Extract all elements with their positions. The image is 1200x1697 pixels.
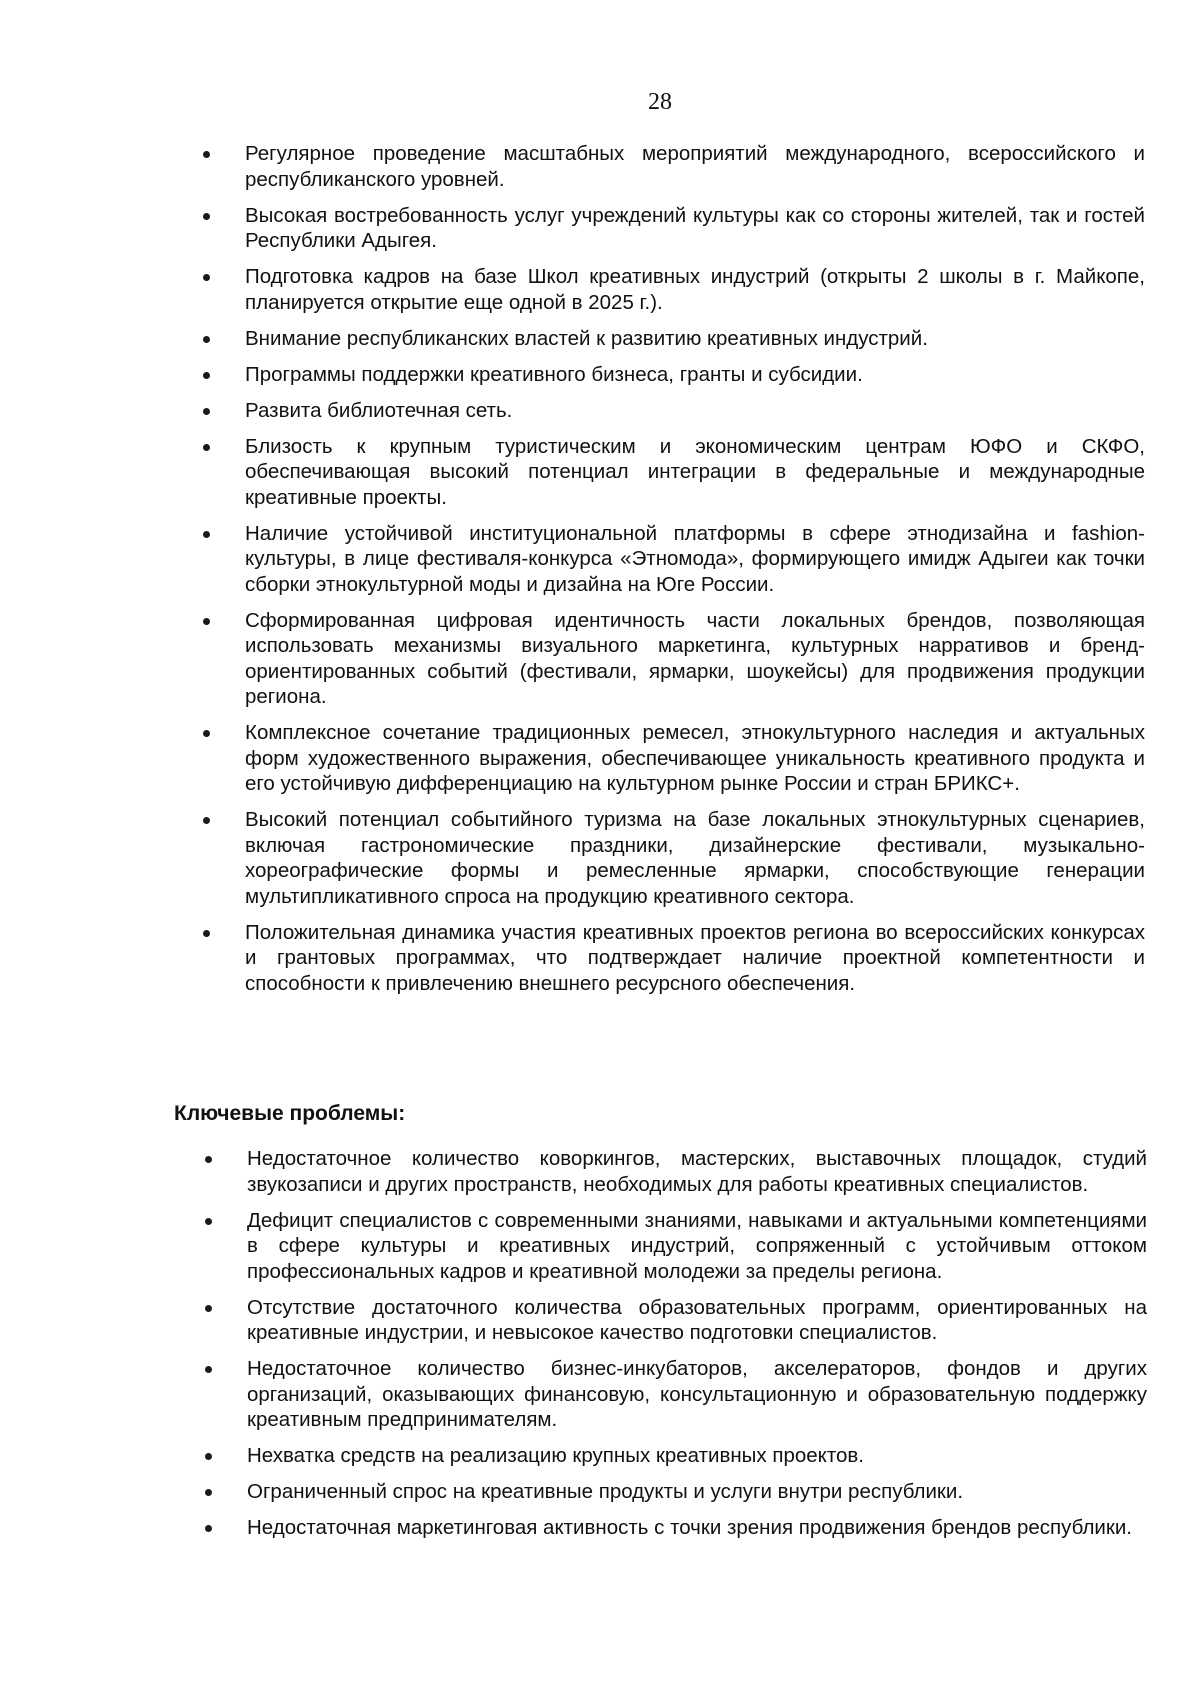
list-item — [247, 1146, 1147, 1197]
list-item — [247, 1443, 1147, 1469]
list-item — [245, 398, 1145, 424]
list-item-text: Дефицит специалистов с современными знаниями, навыками и актуальными компетенциями в сфере культуры и креативных индустрий, сопряженный с устойчивым оттоком профессиональных кадров и креативной молодежи за пределы региона. — [247, 1208, 1147, 1283]
list-item — [245, 807, 1145, 909]
list-item-text: Наличие устойчивой институциональной платформы в сфере этнодизайна и fashion-культуры, в лице фестиваля-конкурса «Этномода», формирующего имидж Адыгеи как точки сборки этнокультурной моды и дизайна на Юге России. — [245, 521, 1145, 596]
list-item-text: Комплексное сочетание традиционных ремесел, этнокультурного наследия и актуальных форм художественного выражения, обеспечивающее уникальность креативного продукта и его устойчивую дифференциацию на культурном рынке России и стран БРИКС+. — [245, 721, 1145, 795]
bullet-icon — [203, 151, 210, 158]
list-item-text: Положительная динамика участия креативных проектов региона во всероссийских конкурсах и грантовых программах, что подтверждает наличие проектной компетентности и способности к привлечению внешнего ресурсного обеспечения. — [245, 920, 1145, 995]
bullet-icon — [205, 1305, 212, 1312]
bullet-icon — [203, 930, 210, 937]
bullet-icon — [205, 1525, 212, 1532]
list-item-text: Близость к крупным туристическим и экономическим центрам ЮФО и СКФО, обеспечивающая высокий потенциал интеграции в федеральные и международные креативные проекты. — [245, 434, 1145, 509]
list-item — [245, 920, 1145, 997]
list-item-text: Недостаточная маркетинговая активность с точки зрения продвижения брендов республики. — [247, 1516, 1132, 1539]
bullet-icon — [205, 1156, 212, 1163]
bullet-icon — [203, 372, 210, 379]
list-item-text: Внимание республиканских властей к развитию креативных индустрий. — [245, 326, 928, 350]
page-number: 28 — [648, 89, 672, 115]
list-item — [245, 141, 1145, 192]
list-item — [245, 203, 1145, 254]
list-item-text: Нехватка средств на реализацию крупных креативных проектов. — [247, 1444, 865, 1467]
bullet-icon — [203, 444, 210, 451]
bullet-icon — [205, 1489, 212, 1496]
bullet-icon — [203, 274, 210, 281]
section-heading-key-problems: Ключевые проблемы: — [174, 1102, 406, 1125]
list-item — [245, 720, 1145, 797]
list-item-text: Отсутствие достаточного количества образовательных программ, ориентированных на креативные индустрии, и невысокое качество подготовки специалистов. — [247, 1295, 1147, 1344]
list-item — [245, 434, 1145, 511]
bullet-icon — [203, 213, 210, 220]
problems-list — [0, 1146, 1147, 1551]
list-item-text: Программы поддержки креативного бизнеса, гранты и субсидии. — [245, 362, 863, 386]
list-item — [247, 1515, 1147, 1541]
list-item — [245, 264, 1145, 315]
list-item — [247, 1479, 1147, 1505]
list-item-text: Сформированная цифровая идентичность части локальных брендов, позволяющая использовать механизмы визуального маркетинга, культурных нарративов и бренд-ориентированных событий (фестивали, ярмарки, шоукейсы) для продвижения продукции региона. — [245, 608, 1145, 708]
list-item — [245, 362, 1145, 388]
list-item-text: Недостаточное количество бизнес-инкубаторов, акселераторов, фондов и других организаций, оказывающих финансовую, консультационную и образовательную поддержку креативным предпринимателям. — [247, 1357, 1147, 1431]
bullet-icon — [205, 1218, 212, 1225]
bullet-icon — [203, 618, 210, 625]
list-item-text: Развита библиотечная сеть. — [245, 398, 513, 422]
list-item — [247, 1295, 1147, 1346]
list-item — [247, 1356, 1147, 1433]
list-item — [245, 326, 1145, 352]
bullet-icon — [203, 817, 210, 824]
list-item — [245, 521, 1145, 598]
list-item — [245, 608, 1145, 710]
bullet-icon — [205, 1366, 212, 1373]
strengths-list — [0, 141, 1145, 1007]
bullet-icon — [203, 408, 210, 415]
list-item-text: Высокий потенциал событийного туризма на базе локальных этнокультурных сценариев, включая гастрономические праздники, дизайнерские фестивали, музыкально-хореографические формы и ремесленные ярмарки, способствующие генерации мультипликативного спроса на продукцию креативного сектора. — [245, 808, 1145, 908]
bullet-icon — [203, 531, 210, 538]
list-item-text: Высокая востребованность услуг учреждений культуры как со стороны жителей, так и гостей Республики Адыгея. — [245, 203, 1145, 252]
list-item-text: Недостаточное количество коворкингов, мастерских, выставочных площадок, студий звукозаписи и других пространств, необходимых для работы креативных специалистов. — [247, 1147, 1147, 1196]
bullet-icon — [203, 730, 210, 737]
list-item-text: Ограниченный спрос на креативные продукты и услуги внутри республики. — [247, 1480, 964, 1503]
bullet-icon — [205, 1453, 212, 1460]
bullet-icon — [203, 336, 210, 343]
list-item — [247, 1208, 1147, 1285]
list-item-text: Регулярное проведение масштабных мероприятий международного, всероссийского и республиканского уровней. — [245, 142, 1145, 191]
list-item-text: Подготовка кадров на базе Школ креативных индустрий (открыты 2 школы в г. Майкопе, планируется открытие еще одной в 2025 г.). — [245, 265, 1145, 314]
